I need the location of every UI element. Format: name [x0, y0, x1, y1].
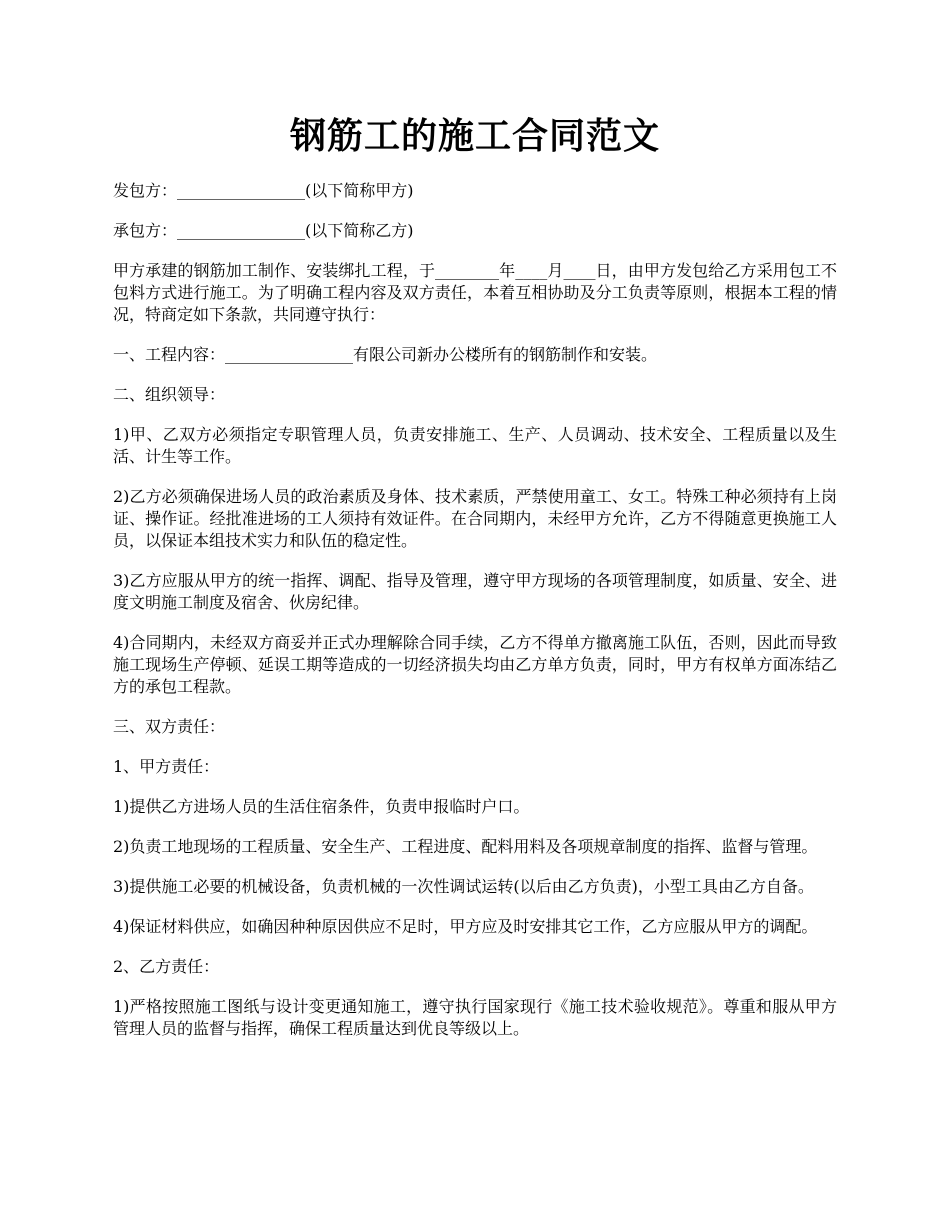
clause-3-1-1: 1)提供乙方进场人员的生活住宿条件，负责申报临时户口。 — [113, 797, 530, 816]
section-3-heading: 三、双方责任： — [113, 717, 226, 736]
clause-3-1-4: 4)保证材料供应，如确因种种原因供应不足时，甲方应及时安排其它工作，乙方应服从甲方的调配。 — [113, 917, 818, 936]
preamble-paragraph: 甲方承建的钢筋加工制作、安装绑扎工程，于________年____月____日，由甲方发包给乙方采用包工不包料方式进行施工。为了明确工程内容及双方责任，本着互相协助及分工负责等原则，根据本工程的情况，特商定如下条款，共同遵守执行： — [113, 261, 837, 324]
party-a-line: 发包方：________________(以下简称甲方) — [113, 181, 414, 200]
section-2-heading: 二、组织领导： — [113, 385, 226, 404]
section-1-heading: 一、工程内容：________________有限公司新办公楼所有的钢筋制作和安装。 — [113, 345, 658, 364]
party-a-duties-heading: 1、甲方责任： — [113, 757, 220, 776]
clause-2-4: 4)合同期内，未经双方商妥并正式办理解除合同手续，乙方不得单方撤离施工队伍，否则，因此而导致施工现场生产停顿、延误工期等造成的一切经济损失均由乙方单方负责，同时，甲方有权单方面冻结乙方的承包工程款。 — [113, 633, 837, 696]
clause-2-2: 2)乙方必须确保进场人员的政治素质及身体、技术素质，严禁使用童工、女工。特殊工种必须持有上岗证、操作证。经批准进场的工人须持有效证件。在合同期内，未经甲方允许，乙方不得随意更换施工人员，以保证本组技术实力和队伍的稳定性。 — [113, 487, 837, 550]
party-b-duties-heading: 2、乙方责任： — [113, 957, 220, 976]
clause-2-3: 3)乙方应服从甲方的统一指挥、调配、指导及管理，遵守甲方现场的各项管理制度，如质量、安全、进度文明施工制度及宿舍、伙房纪律。 — [113, 571, 837, 612]
clause-3-1-2: 2)负责工地现场的工程质量、安全生产、工程进度、配料用料及各项规章制度的指挥、监督与管理。 — [113, 837, 818, 856]
document-page — [113, 112, 837, 1058]
document-title: 钢筋工的施工合同范文 — [289, 115, 660, 157]
clause-2-1: 1)甲、乙双方必须指定专职管理人员，负责安排施工、生产、人员调动、技术安全、工程质量以及生活、计生等工作。 — [113, 425, 837, 466]
clause-3-2-1: 1)严格按照施工图纸与设计变更通知施工，遵守执行国家现行《施工技术验收规范》。尊重和服从甲方管理人员的监督与指挥，确保工程质量达到优良等级以上。 — [113, 997, 837, 1038]
clause-3-1-3: 3)提供施工必要的机械设备，负责机械的一次性调试运转(以后由乙方负责)，小型工具由乙方自备。 — [113, 877, 814, 896]
party-b-line: 承包方：________________(以下简称乙方) — [113, 221, 414, 240]
